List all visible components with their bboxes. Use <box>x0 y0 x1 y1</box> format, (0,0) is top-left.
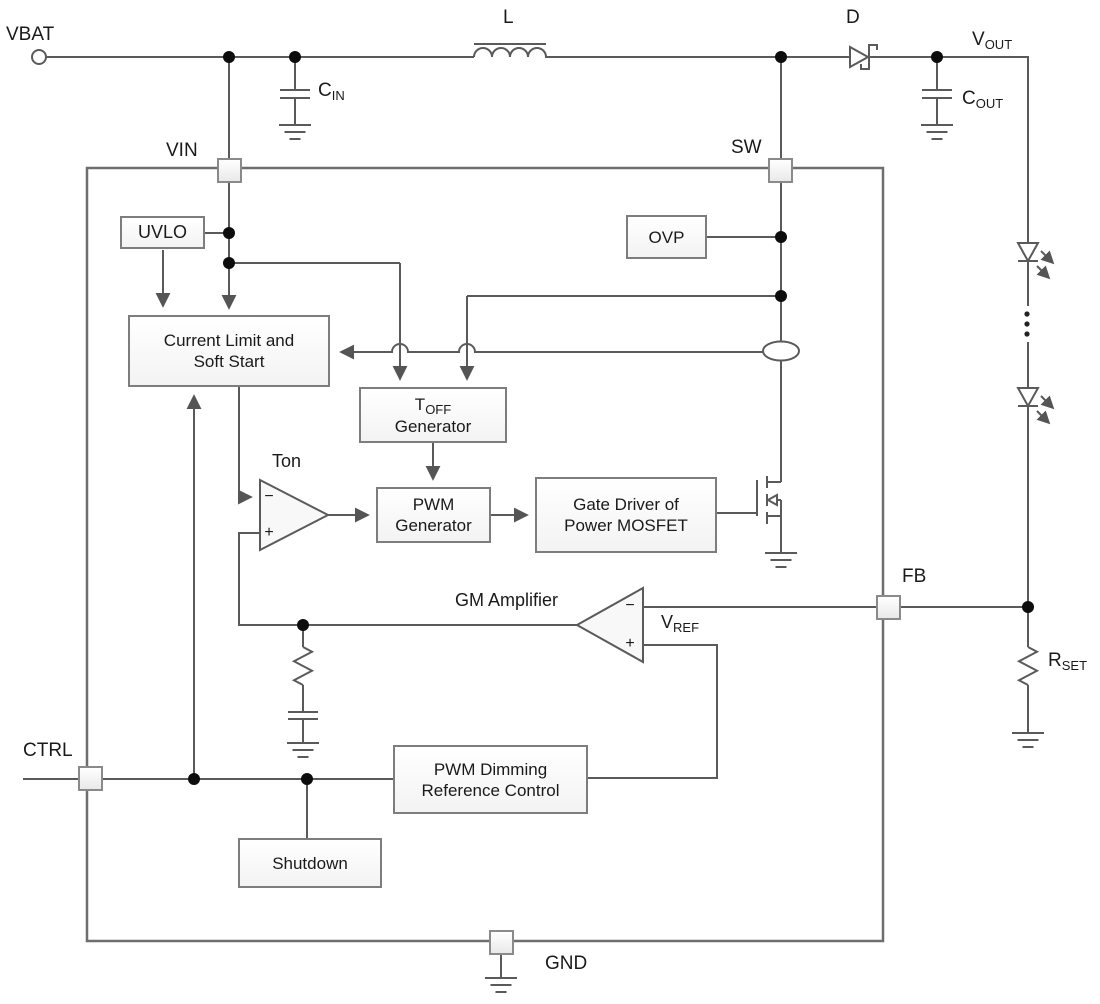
gm-plus-sign: + <box>625 635 635 652</box>
led-string <box>1018 243 1052 647</box>
ellipsis-dots <box>1024 311 1029 336</box>
ton-label: Ton <box>272 451 302 471</box>
ton-minus-sign: − <box>264 488 274 505</box>
wire-gm-output <box>239 533 577 625</box>
ic-boundary <box>87 168 883 941</box>
sw-pin-label: SW <box>731 137 762 158</box>
mosfet-symbol <box>757 476 797 567</box>
fb-pin-label: FB <box>902 566 927 587</box>
block-current-limit: Current Limit and Soft Start <box>128 315 330 387</box>
gm-minus-sign: − <box>625 597 635 614</box>
gm-amplifier-label: GM Amplifier <box>455 590 559 610</box>
cin-capacitor <box>279 57 311 139</box>
pin-ctrl <box>78 766 103 791</box>
compensation-network <box>287 625 319 757</box>
block-ovp: OVP <box>626 215 707 259</box>
current-sense-oval <box>763 342 799 361</box>
inductor-label: L <box>503 7 514 28</box>
vref-label: $V_{REF}$ <box>661 612 700 635</box>
inductor-symbol <box>474 44 546 57</box>
rset-resistor <box>1012 647 1044 747</box>
block-pwm-generator: PWM Generator <box>376 487 491 543</box>
vout-label: $V_{OUT}$ <box>972 29 1013 52</box>
gnd-ground <box>485 955 517 992</box>
wire-currentlimit-to-ton <box>239 387 251 497</box>
led-icon <box>1018 243 1052 277</box>
wire-sw-to-toff <box>467 296 781 379</box>
block-gate-driver: Gate Driver of Power MOSFET <box>535 477 717 553</box>
pin-vin <box>217 158 242 183</box>
wire-sw-column <box>707 57 781 482</box>
block-pwm-dimming: PWM Dimming Reference Control <box>393 745 588 814</box>
pin-sw <box>768 158 793 183</box>
vbat-label: VBAT <box>6 24 55 45</box>
cout-capacitor <box>921 57 953 139</box>
gnd-label: GND <box>545 953 588 974</box>
diode-label: D <box>846 7 860 28</box>
pin-fb <box>876 595 901 620</box>
rset-label: $R_{SET}$ <box>1048 650 1088 673</box>
ctrl-pin-label: CTRL <box>23 740 73 761</box>
ton-plus-sign: + <box>264 524 274 541</box>
vbat-terminal <box>32 50 46 64</box>
block-shutdown: Shutdown <box>238 838 382 888</box>
block-toff-generator: $T_{OFF}$ Generator <box>359 387 507 443</box>
pin-gnd <box>489 930 514 955</box>
led-icon <box>1018 388 1052 422</box>
block-uvlo: UVLO <box>120 216 205 249</box>
cin-label: $C_{IN}$ <box>318 80 345 103</box>
wire-vref <box>588 645 717 778</box>
cout-label: $C_{OUT}$ <box>962 88 1004 111</box>
wire-sense-to-current-limit <box>341 344 763 352</box>
vin-pin-label: VIN <box>166 140 198 161</box>
junction-dots <box>188 51 1034 785</box>
